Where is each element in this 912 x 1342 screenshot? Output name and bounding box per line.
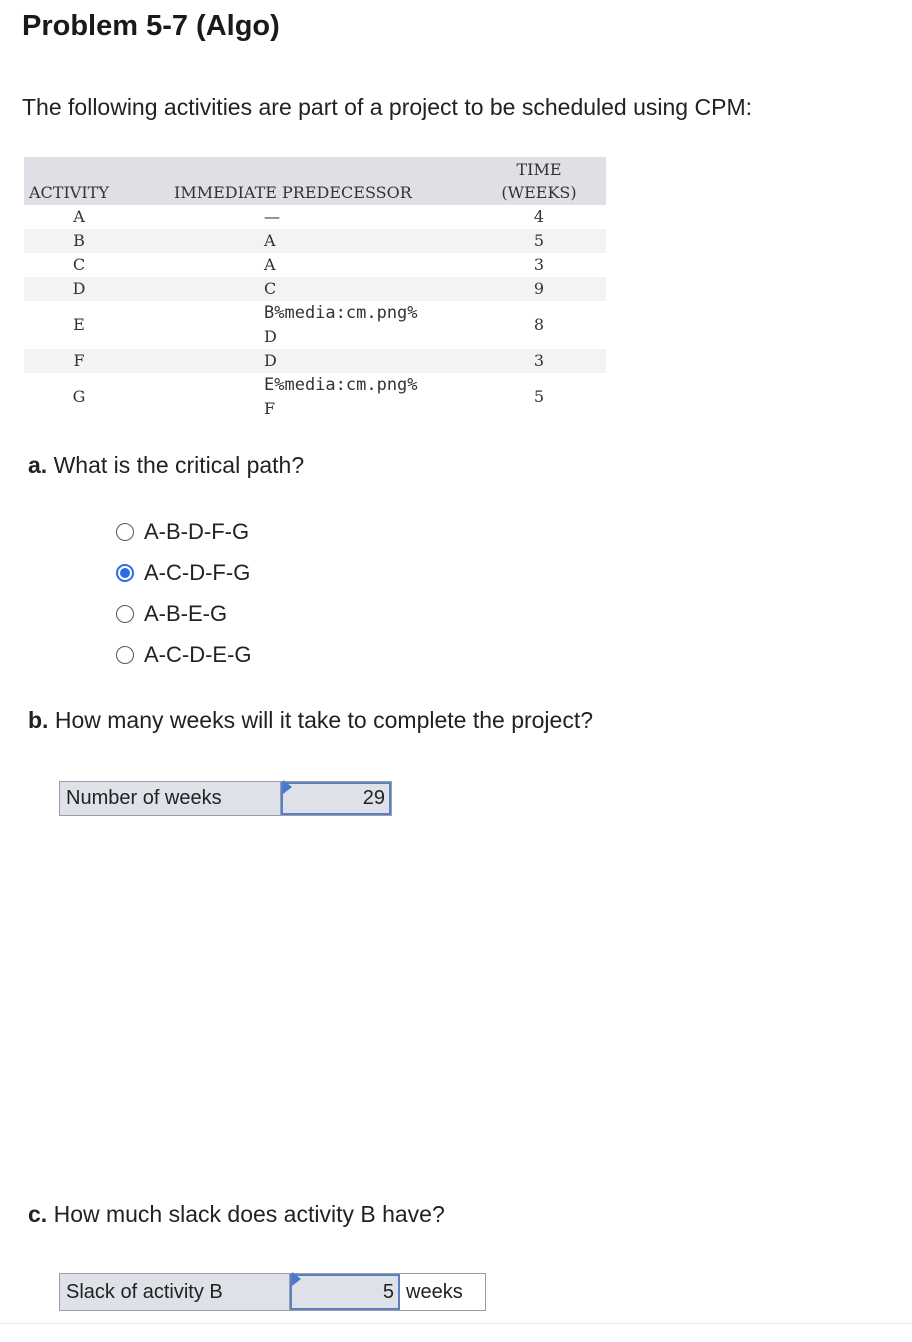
cell-predecessor-line2: D bbox=[264, 327, 277, 346]
header-predecessor: IMMEDIATE PREDECESSOR bbox=[174, 183, 412, 202]
cell-time: 5 bbox=[533, 231, 545, 250]
option-label: A-B-E-G bbox=[144, 600, 228, 626]
cell-time: 9 bbox=[533, 279, 545, 298]
cell-activity: C bbox=[72, 255, 86, 274]
question-c-text: How much slack does activity B have? bbox=[53, 1201, 445, 1227]
question-b-text: How many weeks will it take to complete the project? bbox=[54, 707, 594, 733]
weeks-label: Number of weeks bbox=[60, 782, 281, 815]
radio-button[interactable] bbox=[116, 605, 134, 623]
cell-predecessor: E%media:cm.png% bbox=[264, 375, 418, 395]
cell-time: 8 bbox=[533, 315, 545, 334]
cell-predecessor: D bbox=[264, 351, 277, 370]
table-header bbox=[24, 157, 606, 205]
option-label: A-C-D-E-G bbox=[144, 641, 252, 667]
question-a bbox=[28, 452, 304, 479]
cell-activity: F bbox=[73, 351, 85, 370]
cell-time: 4 bbox=[533, 207, 545, 226]
radio-button[interactable] bbox=[116, 646, 134, 664]
cell-activity: E bbox=[73, 315, 85, 334]
weeks-input[interactable]: 29 bbox=[281, 782, 391, 815]
cell-predecessor: C bbox=[264, 279, 277, 298]
option-item[interactable] bbox=[116, 634, 252, 675]
cell-predecessor: A bbox=[264, 255, 276, 274]
table-row bbox=[24, 253, 606, 277]
question-b bbox=[28, 707, 593, 734]
table-row bbox=[24, 349, 606, 373]
activity-table bbox=[24, 157, 606, 421]
question-a-text: What is the critical path? bbox=[53, 452, 305, 478]
cell-predecessor: — bbox=[264, 207, 280, 226]
cell-predecessor: A bbox=[264, 231, 276, 250]
table-row bbox=[24, 229, 606, 253]
cell-time: 3 bbox=[533, 351, 545, 370]
cell-activity: D bbox=[72, 279, 86, 298]
header-time-line2: (WEEKS) bbox=[501, 183, 577, 202]
weeks-answer-row bbox=[59, 781, 392, 816]
intro-text: The following activities are part of a project to be scheduled using CPM: bbox=[22, 94, 752, 120]
cell-time: 5 bbox=[533, 387, 545, 406]
question-b-prefix: b. bbox=[28, 707, 49, 733]
cell-activity: A bbox=[73, 207, 85, 226]
critical-path-options bbox=[116, 511, 252, 675]
option-label: A-C-D-F-G bbox=[144, 559, 251, 585]
slack-label: Slack of activity B bbox=[60, 1274, 290, 1310]
option-item[interactable] bbox=[116, 511, 252, 552]
cell-predecessor: B%media:cm.png% bbox=[264, 303, 418, 323]
slack-unit: weeks bbox=[400, 1274, 469, 1310]
cell-predecessor-line2: F bbox=[264, 399, 276, 418]
radio-button-selected[interactable] bbox=[116, 564, 134, 582]
cell-activity: G bbox=[72, 387, 86, 406]
cell-time: 3 bbox=[533, 255, 545, 274]
table-row bbox=[24, 277, 606, 301]
page-title: Problem 5-7 (Algo) bbox=[22, 10, 280, 42]
option-item[interactable] bbox=[116, 593, 252, 634]
table-row bbox=[24, 373, 606, 421]
radio-button[interactable] bbox=[116, 523, 134, 541]
header-activity: ACTIVITY bbox=[29, 183, 109, 202]
question-c bbox=[28, 1201, 445, 1228]
divider bbox=[0, 1323, 912, 1324]
slack-answer-row bbox=[59, 1273, 486, 1311]
table-row bbox=[24, 301, 606, 349]
table-row bbox=[24, 205, 606, 229]
header-time-line1: TIME bbox=[516, 160, 562, 179]
option-label: A-B-D-F-G bbox=[144, 518, 250, 544]
slack-input[interactable]: 5 bbox=[290, 1274, 400, 1310]
option-item[interactable] bbox=[116, 552, 252, 593]
question-a-prefix: a. bbox=[28, 452, 48, 478]
cell-activity: B bbox=[73, 231, 85, 250]
question-c-prefix: c. bbox=[28, 1201, 48, 1227]
